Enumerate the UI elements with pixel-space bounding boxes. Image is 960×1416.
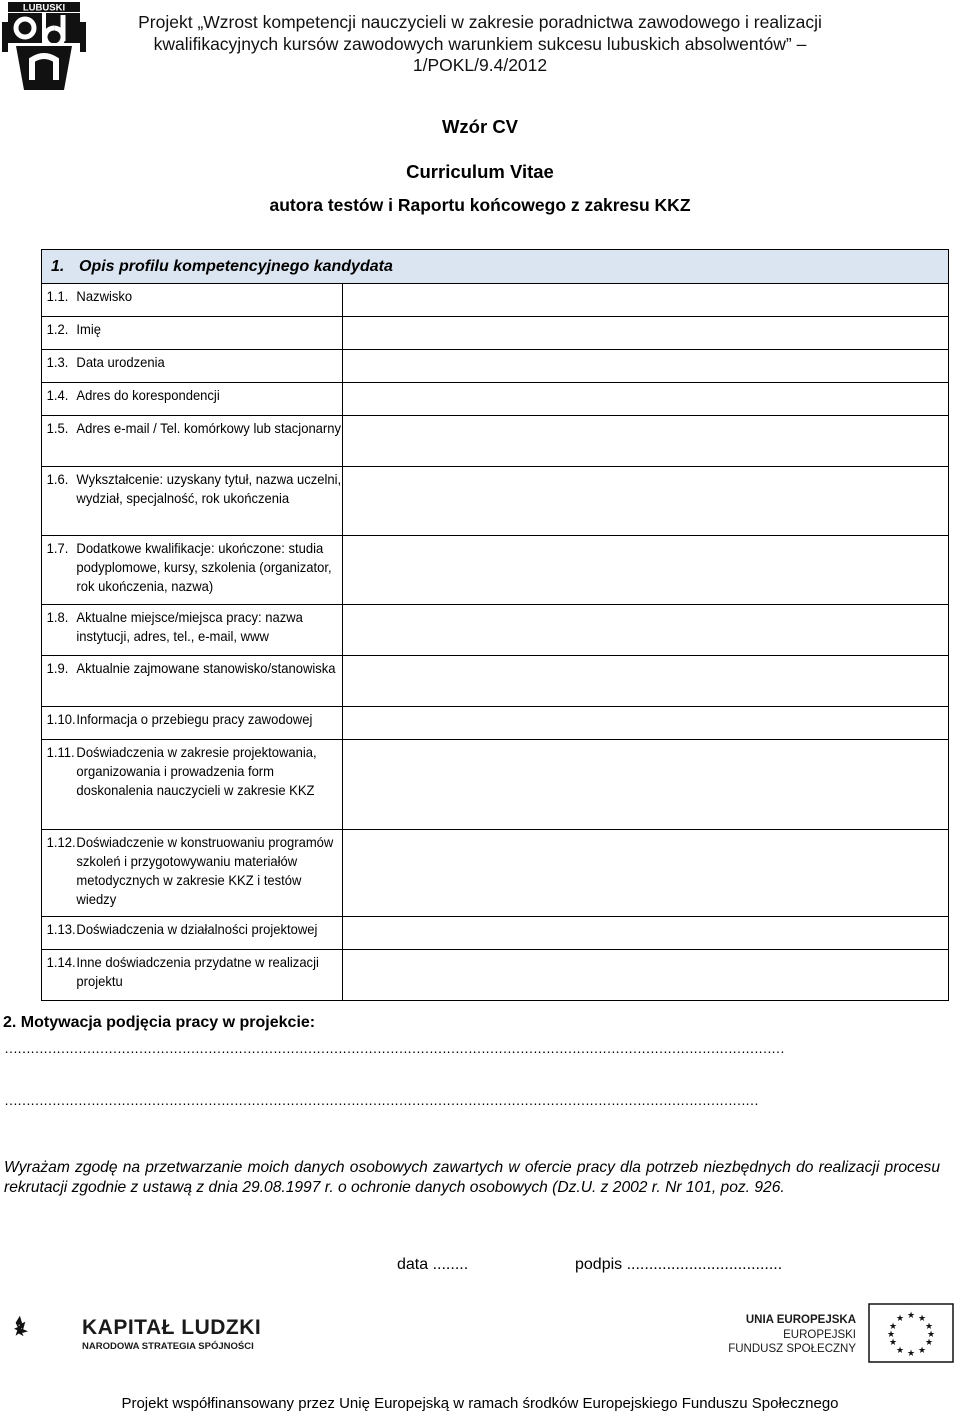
field-value-cell-konstruowanie[interactable] [343, 830, 949, 917]
field-number: 1.1. [46, 288, 69, 304]
project-title-line: Projekt „Wzrost kompetencji nauczycieli w zakresie poradnictwa zawodowego i realizacji [138, 12, 822, 32]
table-row [42, 830, 949, 917]
field-label-cell [42, 350, 343, 383]
field-number: 1.4. [46, 387, 69, 403]
svg-text:★: ★ [888, 1338, 898, 1348]
field-label: Informacja o przebiegu pracy zawodowej [76, 711, 313, 727]
field-label-cell [42, 317, 343, 350]
svg-text:LUBUSKI: LUBUSKI [22, 2, 66, 14]
project-title-line: kwalifikacyjnych kursów zawodowych warunkiem sukcesu lubuskich absolwentów” – [153, 33, 807, 54]
lubuski-odn-logo [2, 2, 86, 92]
svg-text:★: ★ [917, 1346, 927, 1356]
table-row [42, 707, 949, 740]
document-subtitle-2: autora testów i Raportu końcowego z zakresu KKZ [269, 195, 691, 215]
consent-text: Wyrażam zgodę na przetwarzanie moich danych osobowych zawartych w ofercie pracy dla potrzeb niezbędnych do realizacji procesu rekrutacji zgodnie z ustawą z dnia 29.08.1997 r. o ochronie danych osobowych (Dz.U. z 2002 r. Nr 101, poz. 926. [4, 1159, 940, 1196]
svg-text:★: ★ [906, 1349, 916, 1359]
table-row [42, 317, 949, 350]
field-number: 1.5. [46, 420, 69, 436]
field-number: 1.3. [46, 354, 69, 370]
section-number: 1. [51, 257, 65, 275]
field-label-cell [42, 740, 343, 830]
footer-note: Projekt współfinansowany przez Unię Europejską w ramach środków Europejskiego Funduszu Społecznego [121, 1395, 839, 1412]
svg-text:★: ★ [888, 1322, 898, 1332]
field-label-cell [42, 917, 343, 950]
field-label: Doświadczenia w zakresie projektowania, organizowania i prowadzenia form doskonalenia nauczycieli w zakresie KKZ [76, 744, 317, 798]
table-row [42, 416, 949, 467]
svg-text:★: ★ [917, 1314, 927, 1324]
kapital-ludzki-name: KAPITAŁ LUDZKI [82, 1316, 262, 1339]
field-label-cell [42, 536, 343, 605]
field-label: Data urodzenia [76, 354, 165, 370]
field-number: 1.14. [46, 954, 76, 970]
field-label-cell [42, 467, 343, 536]
field-number: 1.8. [46, 609, 69, 625]
table-row [42, 350, 949, 383]
field-value-cell-data-urodzenia[interactable] [343, 350, 949, 383]
field-label: Nazwisko [76, 288, 133, 304]
table-row [42, 467, 949, 536]
field-label-cell [42, 284, 343, 317]
field-label: Doświadczenia w działalności projektowej [76, 921, 318, 937]
table-row [42, 536, 949, 605]
field-label: Imię [76, 321, 102, 337]
field-value-cell-nazwisko[interactable] [343, 284, 949, 317]
svg-text:★: ★ [895, 1314, 905, 1324]
field-number: 1.7. [46, 540, 69, 556]
field-value-cell-adres[interactable] [343, 383, 949, 416]
field-label-cell [42, 950, 343, 1001]
field-label-cell [42, 605, 343, 656]
svg-text:★: ★ [926, 1330, 936, 1340]
field-label: Adres do korespondencji [76, 387, 220, 403]
field-number: 1.13. [46, 921, 76, 937]
section-title: Opis profilu kompetencyjnego kandydata [79, 257, 393, 275]
field-number: 1.10. [46, 711, 76, 727]
field-label: Adres e-mail / Tel. komórkowy lub stacjonarny [76, 420, 342, 436]
table-row [42, 740, 949, 830]
field-value-cell-inne-doswiadczenia[interactable] [343, 950, 949, 1001]
cv-table-header-cell [42, 250, 949, 284]
field-label: Inne doświadczenia przydatne w realizacji projektu [76, 954, 319, 989]
svg-text:★: ★ [895, 1346, 905, 1356]
cv-table-header-row [42, 250, 949, 284]
table-row [42, 284, 949, 317]
field-value-cell-imie[interactable] [343, 317, 949, 350]
field-label: Wykształcenie: uzyskany tytuł, nazwa uczelni, wydział, specjalność, rok ukończenia [76, 471, 342, 506]
field-label: Doświadczenie w konstruowaniu programów szkoleń i przygotowywaniu materiałów metodycznych w zakresie KKZ i testów wiedzy [76, 834, 334, 907]
project-title [100, 12, 860, 77]
signature-field[interactable]: podpis ................................... [575, 1256, 783, 1273]
field-label: Aktualnie zajmowane stanowisko/stanowiska [76, 660, 336, 676]
eu-flag-icon [868, 1303, 954, 1363]
field-value-cell-kwalifikacje[interactable] [343, 536, 949, 605]
field-number: 1.6. [46, 471, 69, 487]
eu-line: UNIA EUROPEJSKA [745, 1314, 856, 1326]
field-value-cell-wyksztalcenie[interactable] [343, 467, 949, 536]
kapital-ludzki-logo [14, 1286, 84, 1366]
field-value-cell-stanowisko[interactable] [343, 656, 949, 707]
field-value-cell-doswiadczenia-projektowanie[interactable] [343, 740, 949, 830]
field-label-cell [42, 707, 343, 740]
field-value-cell-przebieg-pracy[interactable] [343, 707, 949, 740]
svg-text:★: ★ [906, 1311, 916, 1321]
table-row [42, 383, 949, 416]
table-row [42, 605, 949, 656]
document-subtitle: Curriculum Vitae [406, 161, 554, 182]
field-label: Dodatkowe kwalifikacje: ukończone: studia podyplomowe, kursy, szkolenia (organizator, rok ukończenia, nazwa) [76, 540, 332, 594]
svg-text:★: ★ [886, 1330, 896, 1340]
document-title: Wzór CV [441, 116, 519, 137]
eu-line: EUROPEJSKI [783, 1328, 856, 1341]
dotted-line[interactable]: ……………………………………………………………………………………………………………………………………………………………… [4, 1040, 784, 1056]
field-label: Aktualne miejsce/miejsca pracy: nazwa instytucji, adres, tel., e-mail, www [76, 609, 303, 644]
svg-text:★: ★ [924, 1322, 934, 1332]
field-label-cell [42, 656, 343, 707]
svg-text:★: ★ [924, 1338, 934, 1348]
field-number: 1.2. [46, 321, 69, 337]
date-field[interactable]: data ........ [397, 1256, 469, 1273]
section-2-title: 2. Motywacja podjęcia pracy w projekcie: [3, 1014, 316, 1031]
field-label-cell [42, 830, 343, 917]
field-number: 1.11. [46, 744, 75, 760]
dotted-line[interactable]: ………………………………………………………………………………………………………………………………………………………… [4, 1092, 758, 1108]
table-row [42, 656, 949, 707]
table-row [42, 917, 949, 950]
field-value-cell-email-tel[interactable] [343, 416, 949, 467]
table-row [42, 950, 949, 1001]
eu-text [728, 1313, 856, 1357]
field-value-cell-dzialalnosc-projektowa[interactable] [343, 917, 949, 950]
field-number: 1.12. [46, 834, 76, 850]
cv-table [41, 249, 949, 1001]
field-label-cell [42, 416, 343, 467]
field-number: 1.9. [46, 660, 69, 676]
kapital-ludzki-subtitle: NARODOWA STRATEGIA SPÓJNOŚCI [82, 1341, 254, 1352]
eu-line: FUNDUSZ SPOŁECZNY [728, 1343, 856, 1355]
field-label-cell [42, 383, 343, 416]
field-value-cell-miejsce-pracy[interactable] [343, 605, 949, 656]
project-title-line: 1/POKL/9.4/2012 [412, 55, 548, 75]
